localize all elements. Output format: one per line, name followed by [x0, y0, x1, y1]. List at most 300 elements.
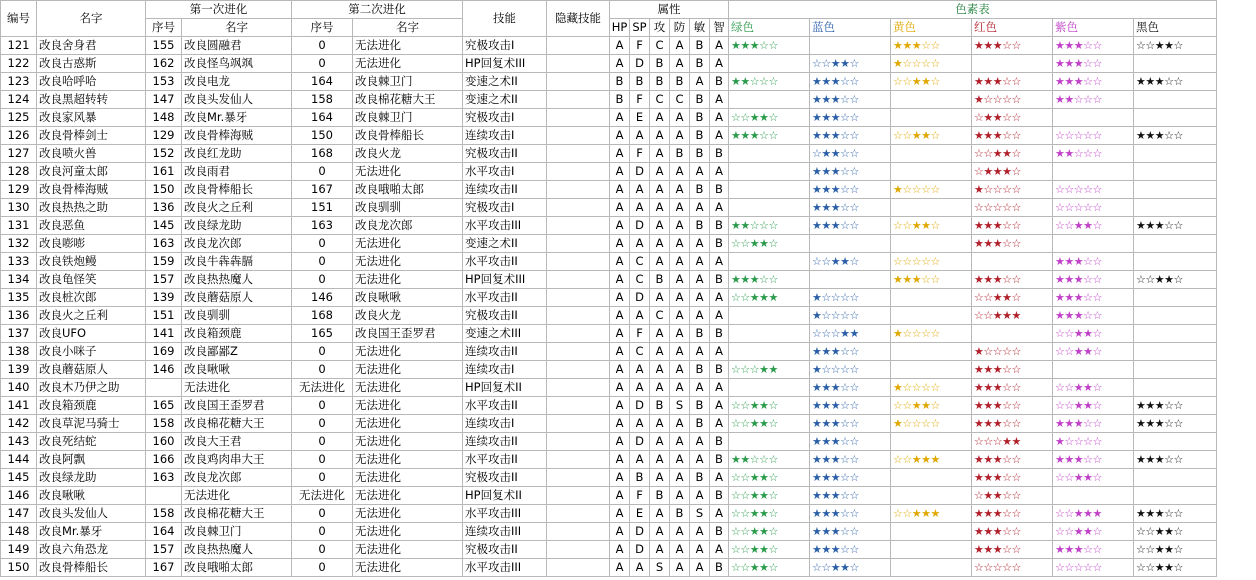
cell-color-blue: ★★★☆☆: [810, 451, 891, 469]
cell-attr-hp: B: [610, 73, 630, 91]
header-color-purple: 紫色: [1053, 19, 1134, 37]
cell-color-red: [972, 55, 1053, 73]
cell-attr-atk: S: [650, 559, 670, 577]
cell-color-yellow: ☆☆★★☆: [891, 127, 972, 145]
cell-color-yellow: ☆☆☆☆☆: [891, 253, 972, 271]
cell-attr-agi: B: [690, 91, 710, 109]
cell-evo1-no: 163: [146, 469, 182, 487]
cell-name: 改良火之丘利: [37, 307, 146, 325]
cell-evo1-no: 160: [146, 433, 182, 451]
cell-attr-agi: A: [690, 235, 710, 253]
cell-attr-atk: A: [650, 505, 670, 523]
cell-evo2-name: 改良啾啾: [353, 289, 463, 307]
cell-attr-def: A: [670, 433, 690, 451]
cell-color-purple: ☆☆★★☆: [1053, 397, 1134, 415]
cell-evo1-no: 158: [146, 505, 182, 523]
cell-id: 144: [1, 451, 37, 469]
cell-color-purple: ★★★☆☆: [1053, 73, 1134, 91]
cell-attr-int: B: [710, 487, 729, 505]
cell-evo2-name: 无法进化: [353, 487, 463, 505]
cell-color-black: ☆☆★★☆: [1134, 523, 1217, 541]
cell-attr-def: A: [670, 541, 690, 559]
cell-id: 149: [1, 541, 37, 559]
cell-attr-int: A: [710, 397, 729, 415]
cell-attr-int: B: [710, 325, 729, 343]
cell-attr-sp: A: [630, 181, 650, 199]
cell-attr-hp: A: [610, 163, 630, 181]
cell-hidden-skill: [547, 433, 610, 451]
cell-name: 改良骨棒剑士: [37, 127, 146, 145]
cell-name: 改良阿飘: [37, 451, 146, 469]
cell-color-yellow: [891, 199, 972, 217]
cell-attr-hp: A: [610, 127, 630, 145]
cell-color-red: ☆☆★★★: [972, 307, 1053, 325]
table-row: [1, 487, 1217, 505]
cell-attr-sp: A: [630, 199, 650, 217]
cell-evo2-no: 0: [292, 163, 353, 181]
cell-attr-int: A: [710, 505, 729, 523]
cell-hidden-skill: [547, 73, 610, 91]
cell-color-purple: ★★☆☆☆: [1053, 91, 1134, 109]
cell-color-green: ☆☆★★☆: [729, 109, 810, 127]
header-color-table: 色素表: [729, 1, 1217, 19]
cell-attr-sp: A: [630, 415, 650, 433]
cell-color-black: [1134, 433, 1217, 451]
cell-color-green: ★★★☆☆: [729, 271, 810, 289]
cell-evo2-name: 无法进化: [353, 505, 463, 523]
cell-skill: 究极攻击II: [463, 307, 547, 325]
cell-color-black: [1134, 145, 1217, 163]
cell-attr-agi: B: [690, 217, 710, 235]
cell-attr-def: A: [670, 343, 690, 361]
cell-evo1-name: 改良啾啾: [182, 361, 292, 379]
table-row: [1, 523, 1217, 541]
cell-attr-def: A: [670, 415, 690, 433]
cell-skill: 究极攻击II: [463, 541, 547, 559]
cell-evo1-no: 158: [146, 415, 182, 433]
cell-attr-atk: A: [650, 199, 670, 217]
cell-attr-agi: B: [690, 397, 710, 415]
cell-color-red: ★★★☆☆: [972, 541, 1053, 559]
cell-hidden-skill: [547, 217, 610, 235]
header-evo2-name: 名字: [353, 19, 463, 37]
cell-attr-int: A: [710, 163, 729, 181]
cell-color-red: [972, 325, 1053, 343]
cell-color-black: ☆☆★★☆: [1134, 541, 1217, 559]
cell-color-yellow: [891, 307, 972, 325]
cell-evo2-no: 0: [292, 271, 353, 289]
cell-color-blue: ★★★☆☆: [810, 127, 891, 145]
cell-attr-int: B: [710, 145, 729, 163]
cell-evo1-name: 无法进化: [182, 487, 292, 505]
cell-attr-sp: D: [630, 55, 650, 73]
cell-evo1-no: 141: [146, 325, 182, 343]
cell-attr-int: A: [710, 469, 729, 487]
cell-attr-hp: A: [610, 307, 630, 325]
cell-hidden-skill: [547, 559, 610, 577]
cell-skill: 变速之术II: [463, 235, 547, 253]
cell-color-green: ☆☆★★☆: [729, 415, 810, 433]
cell-color-yellow: [891, 163, 972, 181]
cell-color-yellow: [891, 469, 972, 487]
cell-attr-sp: A: [630, 379, 650, 397]
cell-hidden-skill: [547, 307, 610, 325]
cell-attr-hp: A: [610, 109, 630, 127]
cell-evo1-name: 改良火之丘利: [182, 199, 292, 217]
cell-evo2-name: 无法进化: [353, 361, 463, 379]
cell-color-yellow: [891, 235, 972, 253]
cell-color-purple: ★★★☆☆: [1053, 307, 1134, 325]
cell-evo2-name: 改良棘卫门: [353, 109, 463, 127]
cell-attr-hp: A: [610, 289, 630, 307]
header-color-green: 绿色: [729, 19, 810, 37]
cell-id: 148: [1, 523, 37, 541]
cell-id: 124: [1, 91, 37, 109]
cell-attr-def: A: [670, 379, 690, 397]
cell-skill: 变速之术II: [463, 73, 547, 91]
cell-attr-int: B: [710, 217, 729, 235]
cell-color-yellow: ★☆☆☆☆: [891, 325, 972, 343]
cell-color-blue: ★★★☆☆: [810, 505, 891, 523]
cell-attr-sp: F: [630, 325, 650, 343]
cell-color-blue: ☆☆★★☆: [810, 55, 891, 73]
cell-skill: 连续攻击II: [463, 343, 547, 361]
cell-color-blue: ★★★☆☆: [810, 379, 891, 397]
cell-color-blue: ★★★☆☆: [810, 523, 891, 541]
cell-color-red: ☆☆☆☆☆: [972, 199, 1053, 217]
cell-color-black: ★★★☆☆: [1134, 217, 1217, 235]
cell-id: 123: [1, 73, 37, 91]
cell-id: 150: [1, 559, 37, 577]
table-row: [1, 253, 1217, 271]
cell-color-purple: ☆☆☆☆☆: [1053, 127, 1134, 145]
cell-id: 145: [1, 469, 37, 487]
table-row: [1, 235, 1217, 253]
cell-color-blue: [810, 235, 891, 253]
cell-color-blue: ★★★☆☆: [810, 469, 891, 487]
cell-color-yellow: ☆☆★★☆: [891, 73, 972, 91]
header-attr-agi: 敏: [690, 19, 710, 37]
cell-hidden-skill: [547, 145, 610, 163]
header-color-yellow: 黄色: [891, 19, 972, 37]
cell-color-red: ★★★☆☆: [972, 451, 1053, 469]
cell-evo1-name: 改良龙次郎: [182, 469, 292, 487]
cell-evo1-name: 改良蘑菇原人: [182, 289, 292, 307]
cell-attr-hp: A: [610, 343, 630, 361]
cell-color-green: ★★☆☆☆: [729, 73, 810, 91]
cell-evo2-name: 改良哦啪太郎: [353, 181, 463, 199]
cell-color-yellow: ★☆☆☆☆: [891, 415, 972, 433]
cell-color-blue: ★★★☆☆: [810, 217, 891, 235]
cell-evo2-name: 改良火龙: [353, 145, 463, 163]
cell-color-purple: ☆☆☆☆☆: [1053, 181, 1134, 199]
cell-attr-sp: C: [630, 343, 650, 361]
cell-attr-int: A: [710, 253, 729, 271]
cell-evo1-no: 165: [146, 397, 182, 415]
cell-color-black: [1134, 487, 1217, 505]
table-row: [1, 397, 1217, 415]
cell-skill: 究极攻击II: [463, 469, 547, 487]
cell-attr-def: A: [670, 253, 690, 271]
cell-color-green: ☆☆★★☆: [729, 559, 810, 577]
cell-attr-agi: B: [690, 127, 710, 145]
cell-name: 改良Mr.暴牙: [37, 523, 146, 541]
cell-skill: HP回复术III: [463, 271, 547, 289]
cell-attr-def: A: [670, 271, 690, 289]
cell-evo2-name: 无法进化: [353, 55, 463, 73]
cell-color-blue: ☆☆★★☆: [810, 559, 891, 577]
table-row: [1, 325, 1217, 343]
cell-color-green: ★★☆☆☆: [729, 451, 810, 469]
cell-attr-atk: B: [650, 397, 670, 415]
cell-color-black: [1134, 181, 1217, 199]
cell-id: 139: [1, 361, 37, 379]
cell-color-green: [729, 199, 810, 217]
cell-evo2-no: 无法进化: [292, 379, 353, 397]
cell-attr-agi: B: [690, 325, 710, 343]
header-hidden-skill: 隐藏技能: [547, 1, 610, 37]
header-name: 名字: [37, 1, 146, 37]
header-attr: 属性: [610, 1, 729, 19]
cell-skill: 连续攻击III: [463, 523, 547, 541]
cell-skill: 水平攻击II: [463, 289, 547, 307]
cell-attr-def: A: [670, 559, 690, 577]
cell-evo1-no: 169: [146, 343, 182, 361]
cell-evo1-no: 150: [146, 181, 182, 199]
cell-color-green: ☆☆★★☆: [729, 469, 810, 487]
cell-evo1-no: 161: [146, 163, 182, 181]
cell-name: 改良死结蛇: [37, 433, 146, 451]
cell-color-red: ☆☆☆☆☆: [972, 559, 1053, 577]
cell-attr-agi: B: [690, 181, 710, 199]
cell-skill: 水平攻击II: [463, 451, 547, 469]
cell-color-blue: ★★★☆☆: [810, 91, 891, 109]
cell-color-blue: ★★★☆☆: [810, 199, 891, 217]
cell-evo2-name: 无法进化: [353, 559, 463, 577]
cell-attr-int: A: [710, 199, 729, 217]
table-row: [1, 343, 1217, 361]
cell-evo1-no: 163: [146, 235, 182, 253]
cell-name: 改良嘭嘭: [37, 235, 146, 253]
cell-evo1-no: 157: [146, 271, 182, 289]
cell-skill: 水平攻击II: [463, 397, 547, 415]
cell-skill: 变速之术II: [463, 91, 547, 109]
cell-attr-int: A: [710, 109, 729, 127]
cell-color-green: ☆☆☆★★: [729, 361, 810, 379]
cell-attr-hp: A: [610, 181, 630, 199]
cell-attr-int: A: [710, 289, 729, 307]
cell-attr-agi: A: [690, 379, 710, 397]
cell-evo2-no: 150: [292, 127, 353, 145]
cell-evo1-name: 改良电龙: [182, 73, 292, 91]
cell-name: 改良舍身君: [37, 37, 146, 55]
cell-color-red: ★★★☆☆: [972, 397, 1053, 415]
cell-color-red: ★★★☆☆: [972, 235, 1053, 253]
cell-hidden-skill: [547, 325, 610, 343]
cell-name: 改良河童太郎: [37, 163, 146, 181]
header-attr-hp: HP: [610, 19, 630, 37]
cell-attr-sp: A: [630, 361, 650, 379]
cell-color-black: [1134, 163, 1217, 181]
cell-color-purple: [1053, 109, 1134, 127]
cell-evo2-no: 163: [292, 217, 353, 235]
cell-color-green: [729, 55, 810, 73]
cell-hidden-skill: [547, 127, 610, 145]
cell-skill: 究极攻击I: [463, 109, 547, 127]
cell-evo2-no: 158: [292, 91, 353, 109]
cell-color-blue: ★★★☆☆: [810, 343, 891, 361]
cell-attr-agi: A: [690, 541, 710, 559]
cell-color-purple: ★★☆☆☆: [1053, 145, 1134, 163]
cell-attr-agi: B: [690, 37, 710, 55]
cell-evo2-no: 0: [292, 343, 353, 361]
cell-color-black: [1134, 343, 1217, 361]
cell-color-yellow: [891, 289, 972, 307]
cell-evo1-no: 136: [146, 199, 182, 217]
cell-hidden-skill: [547, 37, 610, 55]
cell-evo1-no: 164: [146, 523, 182, 541]
table-row: [1, 271, 1217, 289]
cell-skill: HP回复术II: [463, 487, 547, 505]
cell-evo2-no: 164: [292, 109, 353, 127]
cell-color-yellow: ☆☆★★★: [891, 451, 972, 469]
cell-color-blue: ★☆☆☆☆: [810, 307, 891, 325]
cell-color-red: ★★★☆☆: [972, 379, 1053, 397]
cell-name: 改良六角恐龙: [37, 541, 146, 559]
cell-attr-hp: A: [610, 217, 630, 235]
cell-attr-def: A: [670, 469, 690, 487]
cell-attr-def: A: [670, 487, 690, 505]
cell-evo2-no: 0: [292, 541, 353, 559]
cell-color-purple: ☆☆★★★: [1053, 505, 1134, 523]
cell-attr-hp: A: [610, 469, 630, 487]
cell-evo2-no: 0: [292, 433, 353, 451]
cell-color-blue: ★★★☆☆: [810, 415, 891, 433]
cell-skill: 连续攻击II: [463, 433, 547, 451]
cell-evo1-no: 147: [146, 91, 182, 109]
cell-evo1-name: 改良骨棒海贼: [182, 127, 292, 145]
cell-attr-hp: A: [610, 451, 630, 469]
table-row: [1, 199, 1217, 217]
cell-color-yellow: ☆☆★★★: [891, 505, 972, 523]
cell-attr-def: A: [670, 163, 690, 181]
cell-attr-hp: A: [610, 235, 630, 253]
cell-color-black: [1134, 55, 1217, 73]
cell-attr-int: A: [710, 91, 729, 109]
cell-color-yellow: [891, 433, 972, 451]
cell-color-black: ☆☆★★☆: [1134, 271, 1217, 289]
cell-attr-hp: A: [610, 505, 630, 523]
cell-evo1-name: 改良国王歪罗君: [182, 397, 292, 415]
cell-evo1-name: 改良哦啪太郎: [182, 559, 292, 577]
cell-attr-int: B: [710, 235, 729, 253]
cell-attr-sp: B: [630, 469, 650, 487]
cell-attr-agi: B: [690, 415, 710, 433]
cell-evo1-name: 改良红龙助: [182, 145, 292, 163]
cell-color-blue: ★☆☆☆☆: [810, 361, 891, 379]
cell-attr-agi: A: [690, 289, 710, 307]
cell-color-green: ☆☆★★☆: [729, 235, 810, 253]
cell-evo1-name: 改良Mr.暴牙: [182, 109, 292, 127]
cell-color-blue: ★★★☆☆: [810, 433, 891, 451]
cell-color-purple: ☆☆★★☆: [1053, 325, 1134, 343]
cell-name: 改良小咪子: [37, 343, 146, 361]
cell-color-black: ★★★☆☆: [1134, 415, 1217, 433]
cell-attr-def: A: [670, 307, 690, 325]
cell-attr-def: A: [670, 235, 690, 253]
cell-attr-sp: B: [630, 73, 650, 91]
cell-color-yellow: ★★★☆☆: [891, 271, 972, 289]
cell-id: 131: [1, 217, 37, 235]
cell-skill: 究极攻击II: [463, 145, 547, 163]
cell-color-yellow: [891, 487, 972, 505]
cell-evo2-name: 无法进化: [353, 343, 463, 361]
cell-color-yellow: [891, 91, 972, 109]
cell-evo2-name: 无法进化: [353, 397, 463, 415]
cell-evo2-name: 改良棉花糖大王: [353, 91, 463, 109]
header-id: 编号: [1, 1, 37, 37]
cell-color-yellow: [891, 559, 972, 577]
cell-attr-atk: A: [650, 523, 670, 541]
cell-color-green: [729, 307, 810, 325]
table-row: [1, 541, 1217, 559]
cell-skill: 究极攻击I: [463, 199, 547, 217]
header-evo1-name: 名字: [182, 19, 292, 37]
cell-evo2-no: 146: [292, 289, 353, 307]
cell-attr-atk: A: [650, 343, 670, 361]
cell-attr-atk: A: [650, 109, 670, 127]
cell-name: 改良啾啾: [37, 487, 146, 505]
cell-color-green: [729, 145, 810, 163]
cell-skill: 连续攻击II: [463, 181, 547, 199]
cell-color-purple: [1053, 487, 1134, 505]
cell-color-purple: ☆☆★★☆: [1053, 379, 1134, 397]
cell-evo2-name: 无法进化: [353, 253, 463, 271]
cell-color-black: [1134, 199, 1217, 217]
cell-evo2-name: 改良驯驯: [353, 199, 463, 217]
cell-skill: HP回复术III: [463, 55, 547, 73]
cell-skill: 究极攻击I: [463, 37, 547, 55]
cell-name: 改良黑超转转: [37, 91, 146, 109]
cell-hidden-skill: [547, 379, 610, 397]
cell-evo2-name: 无法进化: [353, 163, 463, 181]
table-row: [1, 505, 1217, 523]
cell-attr-def: C: [670, 91, 690, 109]
header-color-blue: 蓝色: [810, 19, 891, 37]
cell-attr-int: A: [710, 379, 729, 397]
cell-name: 改良家风暴: [37, 109, 146, 127]
table-row: [1, 559, 1217, 577]
cell-color-green: ☆☆★★☆: [729, 523, 810, 541]
cell-attr-atk: A: [650, 379, 670, 397]
cell-evo1-name: 改良热热魔人: [182, 271, 292, 289]
table-row: [1, 91, 1217, 109]
cell-attr-agi: A: [690, 433, 710, 451]
cell-attr-hp: B: [610, 91, 630, 109]
cell-color-blue: [810, 271, 891, 289]
cell-attr-agi: B: [690, 109, 710, 127]
header-color-black: 黑色: [1134, 19, 1217, 37]
cell-attr-hp: A: [610, 361, 630, 379]
cell-attr-sp: D: [630, 523, 650, 541]
cell-evo2-no: 168: [292, 307, 353, 325]
cell-attr-int: B: [710, 451, 729, 469]
cell-evo2-name: 改良棘卫门: [353, 73, 463, 91]
cell-color-yellow: ★☆☆☆☆: [891, 55, 972, 73]
cell-color-purple: ★★★☆☆: [1053, 451, 1134, 469]
cell-attr-agi: A: [690, 253, 710, 271]
table-row: [1, 379, 1217, 397]
